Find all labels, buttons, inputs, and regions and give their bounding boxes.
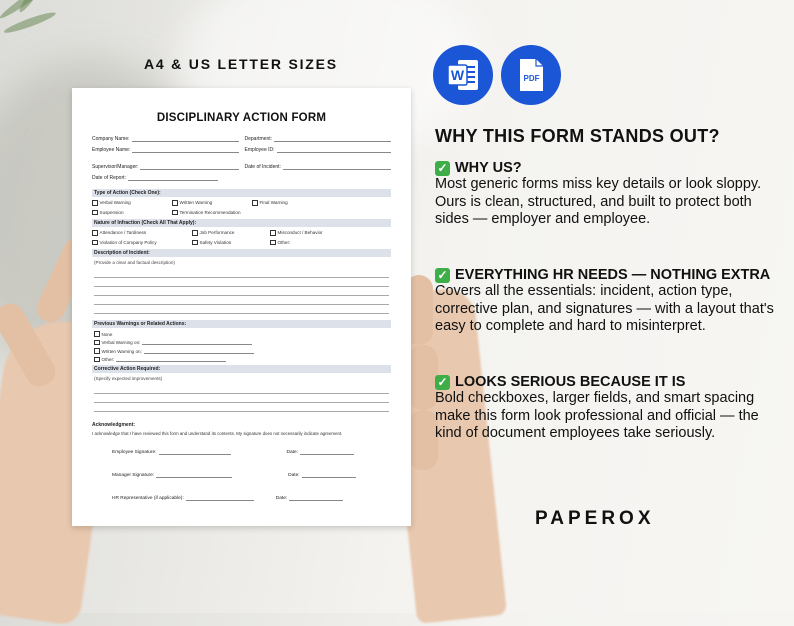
word-logo — [446, 57, 480, 93]
field-label: Supervisor/Manager: — [92, 164, 139, 170]
checkbox[interactable] — [94, 357, 100, 363]
option-label: None — [101, 331, 113, 337]
option-label: Attendance / Tardiness — [99, 230, 147, 236]
writing-line — [94, 403, 389, 412]
right-finger — [408, 345, 438, 410]
form-row — [92, 164, 391, 170]
svg-text:PDF: PDF — [523, 74, 540, 83]
option-label: Verbal Warning — [99, 200, 131, 205]
form-document — [72, 88, 411, 526]
option-label: Job Performance — [199, 230, 235, 236]
checkbox[interactable] — [94, 348, 100, 354]
option-label: Written Warning — [179, 200, 213, 205]
paper-size-label: A4 & US LETTER SIZES — [144, 56, 338, 72]
field-label: Department: — [244, 136, 273, 142]
field-label: Employee Name: — [92, 147, 131, 153]
writing-line — [94, 287, 389, 296]
field-label: Employee ID: — [244, 147, 275, 153]
signature-row — [112, 496, 391, 501]
field-line — [116, 357, 226, 362]
feature-section — [435, 374, 785, 443]
section-previous-warnings: Previous Warnings or Related Actions: — [92, 320, 391, 328]
field-line — [140, 164, 238, 170]
acknowledgment-text: I acknowledge that I have reviewed this form and understand its contents. My signature does not necessarily indicate agreement. — [92, 431, 343, 437]
option-label: Final Warning — [259, 200, 288, 205]
field-line — [277, 147, 391, 153]
type-options — [92, 210, 391, 216]
date-label: Date: — [275, 496, 288, 502]
form-row — [92, 147, 391, 153]
brand-logo: PAPEROX — [535, 508, 655, 529]
word-file-icon — [433, 45, 493, 105]
checkbox[interactable] — [94, 340, 100, 346]
signature-label: HR Representative (if applicable): — [112, 496, 184, 502]
section-corrective-action: Corrective Action Required: — [92, 365, 391, 373]
feature-body: Most generic forms miss key details or look sloppy. Ours is clean, structured, and built to protect both sides — employer and employee. — [435, 176, 762, 227]
previous-option — [94, 348, 391, 354]
field-label: Date of Report: — [92, 175, 126, 181]
previous-option — [94, 331, 391, 337]
option-label: Termination Recommendation — [179, 209, 241, 215]
signature-line — [159, 450, 231, 455]
field-line — [142, 340, 252, 345]
writing-line — [94, 305, 389, 314]
field-line — [274, 136, 391, 142]
checkbox[interactable] — [172, 200, 178, 206]
signature-line — [156, 473, 232, 478]
signature-line — [186, 496, 254, 501]
option-label: Safety Violation — [199, 239, 232, 245]
field-label: Date of Incident: — [244, 164, 281, 170]
section-description: Description of Incident: — [92, 249, 391, 257]
acknowledgment-title: Acknowledgment: — [92, 422, 136, 429]
date-line — [289, 496, 343, 501]
signature-label: Employee Signature: — [112, 450, 157, 456]
checkbox[interactable] — [270, 240, 276, 246]
option-label: Misconduct / Behavior — [277, 230, 323, 236]
type-options — [92, 200, 391, 206]
nature-options — [92, 230, 391, 236]
right-heading: WHY THIS FORM STANDS OUT? — [435, 126, 720, 146]
feature-section — [435, 160, 785, 229]
checkbox[interactable] — [92, 240, 98, 246]
pdf-logo — [516, 57, 546, 93]
feature-title: LOOKS SERIOUS BECAUSE IT IS — [455, 374, 686, 390]
checkbox[interactable] — [192, 230, 198, 236]
signature-row — [112, 450, 391, 455]
feature-title: WHY US? — [455, 160, 522, 176]
option-label: Other: — [101, 357, 115, 363]
checkbox[interactable] — [92, 210, 98, 216]
feature-section — [435, 267, 785, 336]
field-line — [144, 349, 254, 354]
checkbox[interactable] — [92, 230, 98, 236]
checkbox[interactable] — [172, 210, 178, 216]
option-label: Suspension — [99, 209, 124, 215]
writing-line — [94, 278, 389, 287]
checkbox[interactable] — [270, 230, 276, 236]
field-line — [128, 175, 218, 181]
date-line — [302, 473, 356, 478]
option-label: Verbal Warning on: — [101, 340, 141, 346]
checkbox[interactable] — [252, 200, 258, 206]
feature-body: Covers all the essentials: incident, action type, corrective plan, and signatures — with a layout that's easy to complete and hard to misinterpret. — [435, 283, 774, 334]
form-row — [92, 136, 391, 142]
signature-label: Manager Signature: — [112, 473, 155, 479]
checkbox[interactable] — [94, 331, 100, 337]
writing-line — [94, 269, 389, 278]
date-label: Date: — [288, 473, 300, 479]
feature-body: Bold checkboxes, larger fields, and smart spacing make this form look professional and official — the kind of document employees take seriously. — [435, 390, 759, 441]
checkbox[interactable] — [92, 200, 98, 206]
previous-option — [94, 357, 391, 363]
description-hint: (Provide a clear and factual description) — [94, 260, 175, 266]
plant-leaf — [17, 0, 49, 14]
writing-line — [94, 385, 389, 394]
date-line — [300, 450, 354, 455]
pdf-file-icon — [501, 45, 561, 105]
field-line — [132, 136, 239, 142]
field-line — [132, 147, 238, 153]
check-icon: ✓ — [435, 268, 450, 283]
svg-text:W: W — [450, 67, 465, 83]
corrective-hint: (Specify expected improvements) — [94, 376, 163, 382]
option-label: Violation of Company Policy — [99, 239, 157, 245]
previous-option — [94, 340, 391, 346]
form-row — [92, 175, 391, 181]
writing-line — [94, 394, 389, 403]
signature-row — [112, 473, 391, 478]
section-nature-of-infraction: Nature of Infraction (Check All That Apply): — [92, 219, 391, 227]
check-icon: ✓ — [435, 161, 450, 176]
section-type-of-action: Type of Action (Check One): — [92, 189, 391, 197]
option-label: Written Warning on: — [101, 348, 142, 354]
feature-title: EVERYTHING HR NEEDS — NOTHING EXTRA — [455, 267, 771, 283]
right-finger — [408, 410, 438, 470]
check-icon: ✓ — [435, 375, 450, 390]
form-title: DISCIPLINARY ACTION FORM — [156, 112, 327, 124]
date-label: Date: — [286, 450, 298, 456]
nature-options — [92, 240, 391, 246]
field-label: Company Name: — [92, 136, 130, 142]
option-label: Other: — [277, 239, 291, 245]
field-line — [283, 164, 391, 170]
checkbox[interactable] — [192, 240, 198, 246]
writing-line — [94, 296, 389, 305]
